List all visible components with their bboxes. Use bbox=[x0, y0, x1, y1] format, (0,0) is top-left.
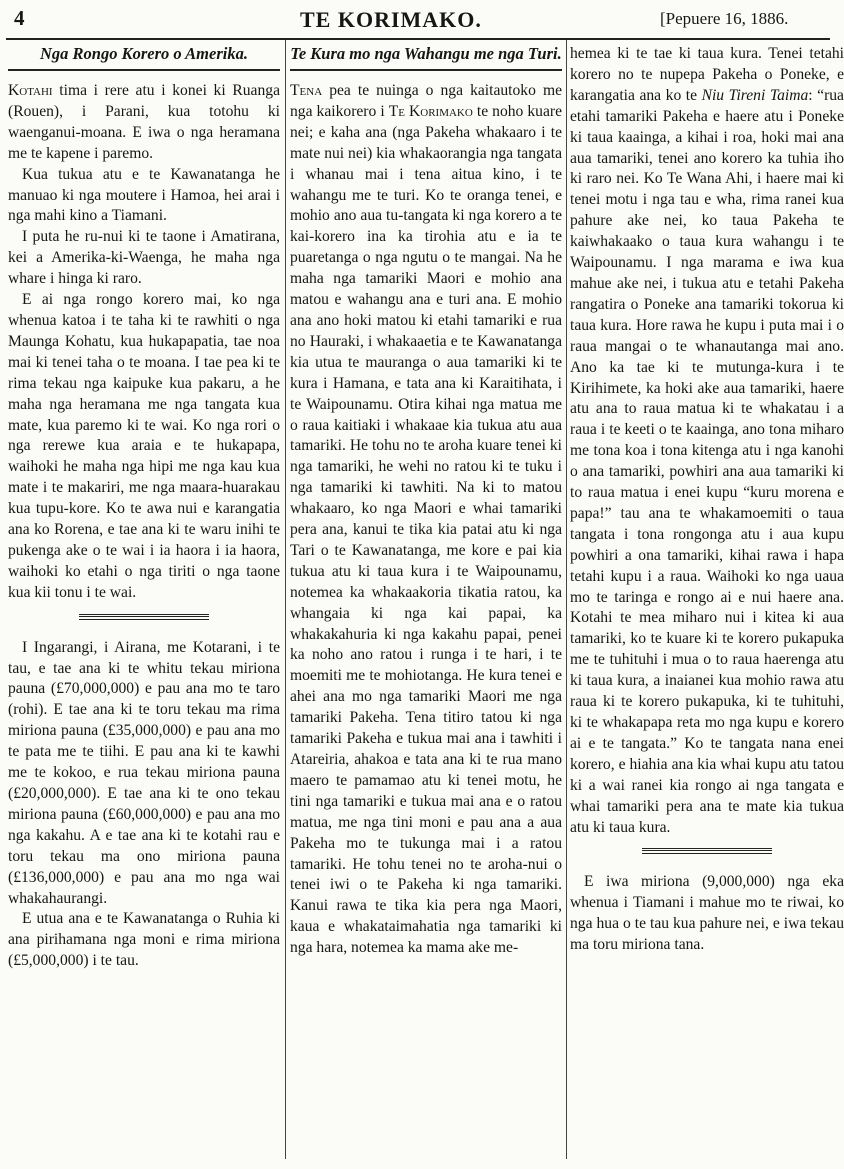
paragraph bbox=[570, 44, 844, 838]
paragraph bbox=[290, 81, 562, 959]
paragraph: I Ingarangi, i Airana, me Kotarani, i te tau, e tae ana ki te whitu tekau miriona pauna (£70,000,000) e pau ana mo te taro (rohi). E tae ana ki te toru tekau ma rima miriona pauna (£35,000,000) e pau ana mo te pata me te tiihi. E pau ana ki te kawhi me te kokoo, e rua tekau miriona pauna (£20,000,000). E tae ana ki te ono tekau miriona pauna (£60,000,000) e pau ana mo nga kakahu. A e tae ana ki te kotahi rau e toru tekau ma ono miriona pauna (£136,000,000) e pau ana mo nga wai whakahaurangi. bbox=[8, 638, 280, 907]
section-separator bbox=[79, 614, 209, 620]
page-header bbox=[0, 6, 840, 36]
column-1 bbox=[8, 44, 280, 972]
paragraph: I puta he ru-nui ki te taone i Amatirana, kei a Amerika-ki-Waenga, he maha nga whare i hinga ki raro. bbox=[8, 228, 280, 288]
title-rule bbox=[8, 69, 280, 71]
article-title: Nga Rongo Korero o Amerika. bbox=[40, 44, 248, 63]
paragraph: E utua ana e te Kawanatanga o Ruhia ki ana pirihamana nga moni e rima miriona (£5,000,000) i te tau. bbox=[8, 910, 280, 970]
lead-word: Kotahi bbox=[8, 82, 53, 99]
column-rule bbox=[566, 40, 567, 1159]
article-title: Te Kura mo nga Wahangu me nga Turi. bbox=[290, 44, 562, 63]
dateline: [Pepuere 16, 1886. bbox=[660, 9, 789, 28]
paragraph-text: : “rua etahi tamariki Pakeha e haere atu i Poneke ki taua kaainga, a kihai i roa, hoki mai ana aua tamariki, tenei ano korero ka tuhia iho ki raro nei. Ko Te Wana Ahi, i haere mai ki tenei motu i nga tau e wha, rima ranei kua pahure ake nei, ko taua Pakeha te kaiwhakaako o taua kura wahangu i te Waipounamu. I nga marama e iwa kua mahue ake nei, i tukua atu e tetahi Pakeha rangatira o Poneke ana tamariki tokorua ki taua kura. Hore rawa he kupu i puta mai i o raua mangai o te whanautanga mai ano. Ano ka tae ki te mutunga-kura i te Kirihimete, ka hoki ake aua tamariki, haere atu ana to raua matua ki te whakatau i a raua i te keeti o te kaainga, ano tona miharo me tona koa i tona kitenga atu i nga kanohi o ana tamariki, powhiri ana aua tamariki ki to raua matua i enei kupu “kuru morena e papa!” tau ana te whakamoemiti o taua tangata i tona rongonga atu i aua kupu powhiri a ona tamariki, kihai rawa i hapa tetahi kupu i a raua. Waihoki ko nga uaua mo te taringa e rongo ai e nui haere ana. Kotahi te mea miharo nui i kitea ki aua tamariki, ko te kuare ki te korero pukapuka me te tuhituhi i mua o to raua haerenga atu ki taua kura, a inaianei kua mohio rawa atu raua ki te korero pukapuka, ki te tuhituhi, ki te whakapapa reta mo nga kupu e korero ai e te tangata.” Ko te tangata nana enei korero, e hiahia ana kia whai kupu atu tatou ki a wai ranei kia rongo ai nga tangata e whai tamariki pera ana te mate kia tukua atu ki taua kura. bbox=[570, 86, 844, 836]
paragraph: E ai nga rongo korero mai, ko nga whenua katoa i te taha ki te rawhiti o nga Maunga Kohatu, kua hukapapatia, tae noa mai ki tenei taha o te moana. I tae pea ki te rima tekau nga kaipuke kua pakaru, a he maha nga heramana me nga tangata kua mate, kua paremo ki te wai. Ko nga rori o nga rerewe kua araia e te hukapapa, waihoki he maha nga hipi me nga kau kua mate i te makariri, me nga maara-huarakau kua tupu-kore. Ko te awa nui e karangatia ana ko Rorena, e tae ana ki te waru inihi te pukenga ake o te wai i ia haora i ia haora, waihoki ko etahi o nga tiriti o nga taone kua kii tonu i te wai. bbox=[8, 291, 280, 601]
column-3 bbox=[570, 44, 844, 1164]
newspaper-name: Te Korimako bbox=[388, 102, 473, 120]
title-rule bbox=[290, 69, 562, 71]
header-rule bbox=[6, 38, 830, 40]
paragraph: Kua tukua atu e te Kawanatanga he manuao ki nga moutere i Hamoa, hei arai i nga mahi kino a Tiamani. bbox=[8, 165, 280, 225]
paragraph-text: pea te nuinga o nga kaitautoko me nga kaikorero i bbox=[290, 82, 562, 120]
column-rule bbox=[285, 40, 286, 1159]
page-number: 4 bbox=[14, 6, 25, 30]
lead-word: Tena bbox=[290, 82, 323, 99]
newspaper-name: Niu Tireni Taima bbox=[701, 86, 809, 104]
paragraph-text: hemea ki te tae ki taua kura. Tenei tetahi korero no te nupepa Pakeha o Poneke, e karangatia ana ko te bbox=[570, 45, 844, 104]
section-separator bbox=[642, 848, 772, 854]
column-2 bbox=[290, 44, 562, 959]
masthead: TE KORIMAKO. bbox=[300, 7, 482, 32]
paragraph: E iwa miriona (9,000,000) nga eka whenua i Tiamani i mahue mo te riwai, ko nga hua o te tau kua pahure nei, e iwa tekau ma toru miriona tana. bbox=[570, 873, 844, 954]
paragraph-text: tima i rere atu i konei ki Ruanga (Rouen), i Parani, kua totohu ki waenganui-moana. E iwa o nga heramana me te kapene i paremo. bbox=[8, 82, 280, 162]
paragraph-text: te noho kuare nei; e kaha ana (nga Pakeha whakaaro i te mate nui nei) kia whakaorangia nga tangata i whanau mai i tena aitua kino, i te wahangu me te turi. Ko te oranga tenei, e mohio ano aua tu-tangata ki nga korero a te kai-korero ina ka tirohia atu e ia te puaretanga o nga ngutu o te mangai. Na he maha nga tamariki Maori e mohio ana matou e wahangu ana e turi ana. E mohio ana ano hoki matou ki etahi tamariki e rua no Hauraki, i whakaaetia e te Kawanatanga kia utua te mauranga o aua tamariki ki te kura i Hamana, e tata ana ki Karaitihata, i te Waipounamu. Otira kihai nga matua me o raua kaitiaki i whakaae kia tukua atu aua tamariki. He tohu no te aroha kuare tenei ki nga tamariki, he wehi no ratou ki te tuku i nga tamariki ki tawhiti. Na ki to matou whakaaro, ko nga Maori e whai tamariki pera ana, kanui te tika kia patai atu ki nga Tari o te Kawanatanga, me kore e pai kia tukua atu ki taua kura i te Waipounamu, notemea ka whakaakoria tikatia ratou, ka whangaia ki nga kai papai, ka whakakahuria ki nga kakahu papai, penei ka noho ano ratou i runga i te hari, i te moemiti me te mohiotanga. He kura tenei e ahei ana mo nga tamariki Maori me nga tamariki Pakeha. Tena titiro tatou ki nga tamariki Pakeha e tukua mai ana i tawhiti i Atareiria, ahakoa e tata ana ki te rua mano maero te pamamao atu ki tenei motu, he tini nga tamariki e tukua mai ana e o ratou matua, me nga tini moni e pau ana a aua Pakeha mo te tukunga mai i a ratou tamariki. He tohu tenei no te aroha-nui o tenei iwi o te Pakeha ki nga tamariki. Kanui rawa te tika kia pera nga Maori, kaua e whakataimahatia nga tamariki ki nga hara, notemea ka mama ake me- bbox=[290, 102, 563, 957]
paragraph bbox=[8, 81, 280, 165]
